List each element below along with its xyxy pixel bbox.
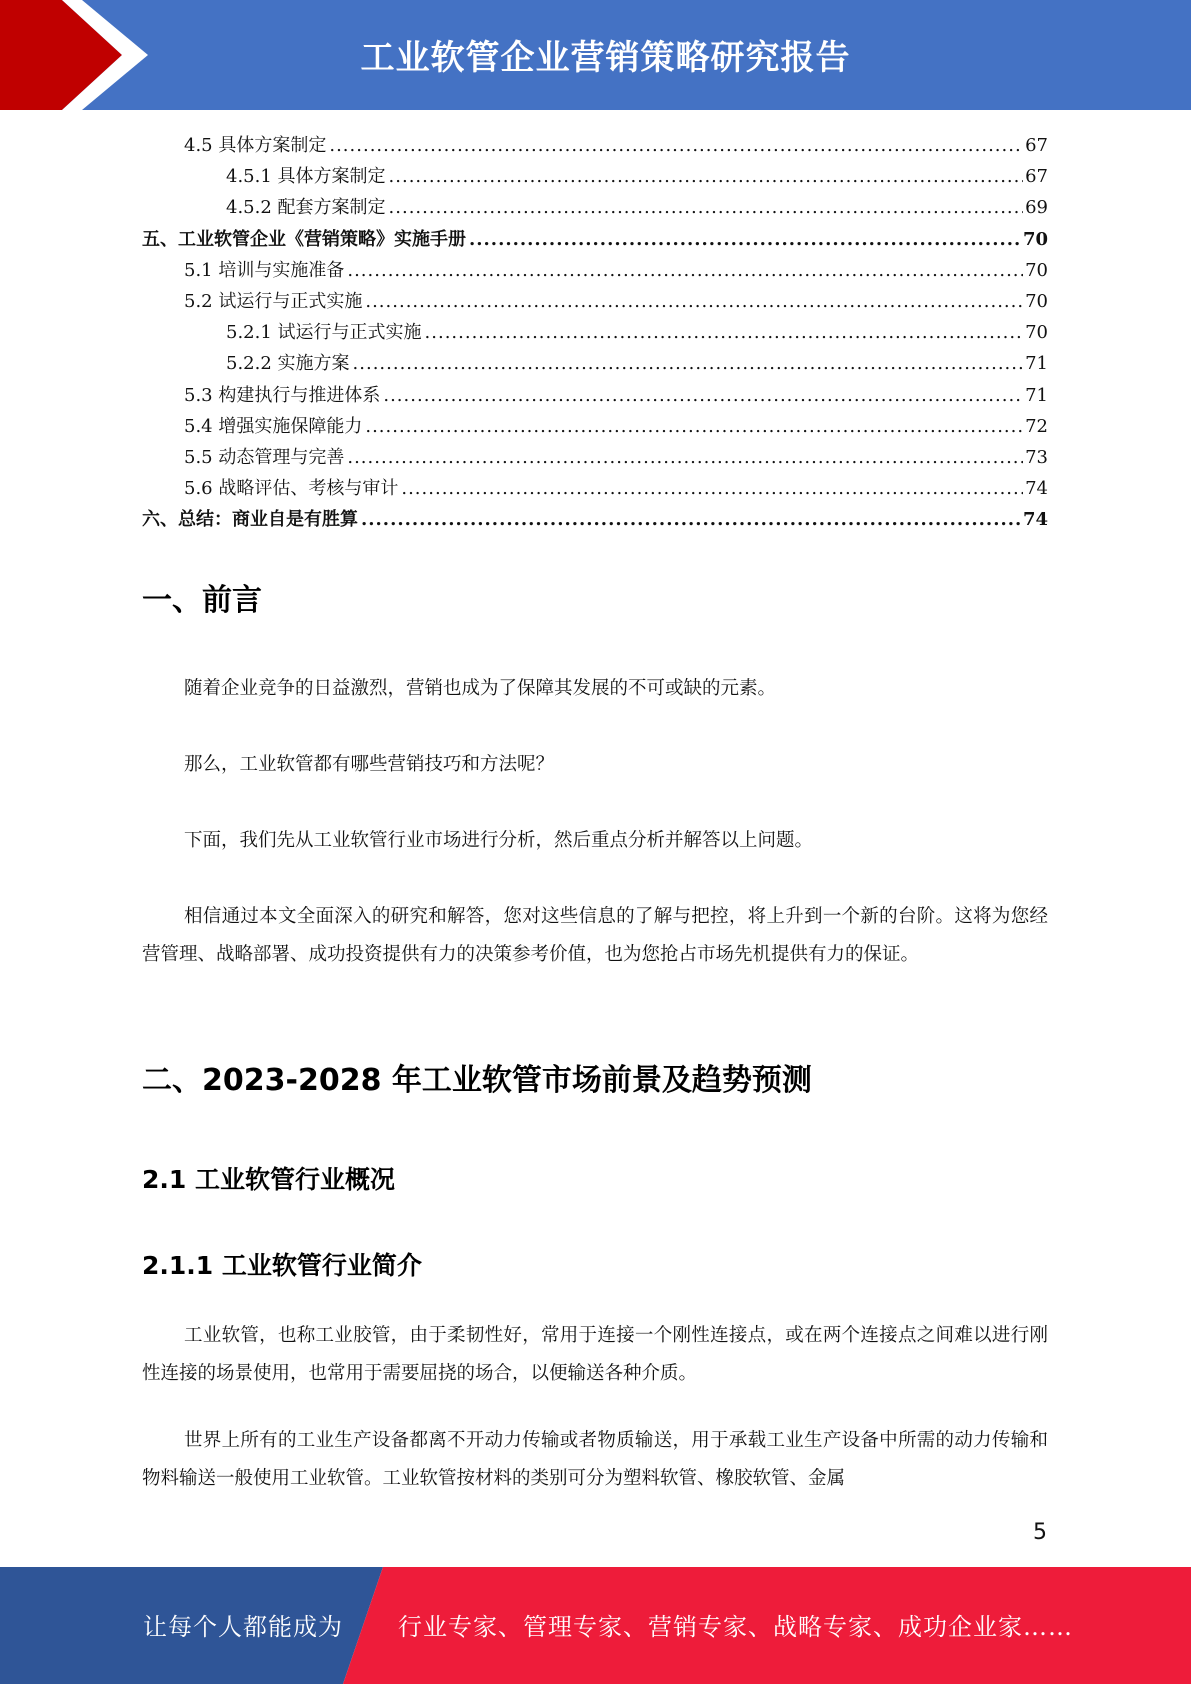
toc-entry-label: 5.5 动态管理与完善 xyxy=(184,446,345,468)
toc-entry-label: 5.4 增强实施保障能力 xyxy=(184,415,363,437)
market-heading: 二、2023-2028 年工业软管市场前景及趋势预测 xyxy=(142,1063,812,1098)
toc-dot-leader xyxy=(401,473,1023,504)
toc-entry-page: 70 xyxy=(1025,290,1048,312)
toc-entry-page: 74 xyxy=(1025,478,1048,500)
toc-entry-label: 5.6 战略评估、考核与审计 xyxy=(184,478,399,500)
toc-dot-leader xyxy=(425,317,1024,348)
overview-heading: 2.1 工业软管行业概况 xyxy=(142,1165,395,1194)
toc-entry-label: 5.2 试运行与正式实施 xyxy=(184,290,363,312)
intro-heading: 2.1.1 工业软管行业简介 xyxy=(142,1251,422,1280)
preface-paragraph-3: 下面，我们先从工业软管行业市场进行分析，然后重点分析并解答以上问题。 xyxy=(184,830,814,851)
page-footer xyxy=(0,1567,1191,1684)
toc-entry-page: 72 xyxy=(1025,415,1048,437)
toc-entry-page: 73 xyxy=(1025,446,1048,468)
toc-entry[interactable] xyxy=(142,192,1048,223)
toc-entry-label: 4.5.2 配套方案制定 xyxy=(226,197,386,219)
page-number: 5 xyxy=(1033,1520,1047,1545)
toc-entry[interactable] xyxy=(142,473,1048,504)
toc-entry-page: 70 xyxy=(1025,322,1048,344)
toc-entry[interactable] xyxy=(142,161,1048,192)
toc-dot-leader xyxy=(469,224,1021,255)
preface-paragraph-1: 随着企业竞争的日益激烈，营销也成为了保障其发展的不可或缺的元素。 xyxy=(184,678,777,699)
toc-entry[interactable] xyxy=(142,317,1048,348)
footer-slogan-right: 行业专家、管理专家、营销专家、战略专家、成功企业家…… xyxy=(398,1613,1073,1641)
toc-dot-leader xyxy=(347,442,1023,473)
toc-entry-label: 5.2.1 试运行与正式实施 xyxy=(226,322,422,344)
toc-entry-page: 71 xyxy=(1025,384,1048,406)
toc-dot-leader xyxy=(365,286,1023,317)
toc-entry[interactable] xyxy=(142,348,1048,379)
toc-entry[interactable] xyxy=(142,286,1048,317)
page-header xyxy=(0,0,1191,110)
toc-entry-label: 5.3 构建执行与推进体系 xyxy=(184,384,381,406)
toc-entry-label: 4.5 具体方案制定 xyxy=(184,135,327,156)
toc-entry-label: 5.2.2 实施方案 xyxy=(226,353,350,375)
toc-dot-leader xyxy=(389,161,1024,192)
toc-dot-leader xyxy=(383,380,1023,411)
toc-dot-leader xyxy=(353,348,1024,379)
toc-entry-page: 71 xyxy=(1025,353,1048,375)
toc-dot-leader xyxy=(389,192,1024,223)
toc-entry[interactable] xyxy=(142,411,1048,442)
toc-entry[interactable] xyxy=(142,442,1048,473)
toc-dot-leader xyxy=(329,130,1023,161)
toc-entry[interactable] xyxy=(142,255,1048,286)
toc-entry-label: 4.5.1 具体方案制定 xyxy=(226,166,386,188)
toc-entry-label: 五、工业软管企业《营销策略》实施手册 xyxy=(142,228,466,250)
report-title: 工业软管企业营销策略研究报告 xyxy=(360,38,851,78)
toc-entry-page: 70 xyxy=(1025,259,1048,281)
toc-dot-leader xyxy=(347,255,1023,286)
intro-paragraph-2: 世界上所有的工业生产设备都离不开动力传输或者物质输送，用于承载工业生产设备中所需的动力传输和物料输送一般使用工业软管。工业软管按材料的类别可分为塑料软管、橡胶软管、金属 xyxy=(142,1430,1048,1489)
toc-dot-leader xyxy=(365,411,1023,442)
toc-entry[interactable] xyxy=(142,224,1048,255)
toc-entry-page: 70 xyxy=(1022,228,1048,250)
footer-slogan-left: 让每个人都能成为 xyxy=(143,1613,343,1641)
preface-heading: 一、前言 xyxy=(142,583,262,618)
toc-entry-page: 69 xyxy=(1025,197,1048,219)
toc-entry-page: 74 xyxy=(1022,509,1048,531)
toc-dot-leader xyxy=(361,504,1021,535)
toc-entry-page: 67 xyxy=(1025,166,1048,188)
toc-entry-page: 67 xyxy=(1025,135,1048,156)
preface-paragraph-4: 相信通过本文全面深入的研究和解答，您对这些信息的了解与把控，将上升到一个新的台阶。这将为您经营管理、战略部署、成功投资提供有力的决策参考价值，也为您抢占市场先机提供有力的保证。 xyxy=(142,906,1048,965)
preface-paragraph-2: 那么，工业软管都有哪些营销技巧和方法呢？ xyxy=(184,754,555,775)
toc-entry[interactable] xyxy=(142,504,1048,535)
toc-entry-label: 5.1 培训与实施准备 xyxy=(184,259,345,281)
toc-entry[interactable] xyxy=(142,130,1048,161)
toc-entry-label: 六、总结：商业自是有胜算 xyxy=(142,509,358,531)
intro-paragraph-1: 工业软管，也称工业胶管，由于柔韧性好，常用于连接一个刚性连接点，或在两个连接点之间难以进行刚性连接的场景使用，也常用于需要屈挠的场合，以便输送各种介质。 xyxy=(142,1325,1048,1384)
toc-entry[interactable] xyxy=(142,380,1048,411)
table-of-contents xyxy=(142,130,1048,535)
